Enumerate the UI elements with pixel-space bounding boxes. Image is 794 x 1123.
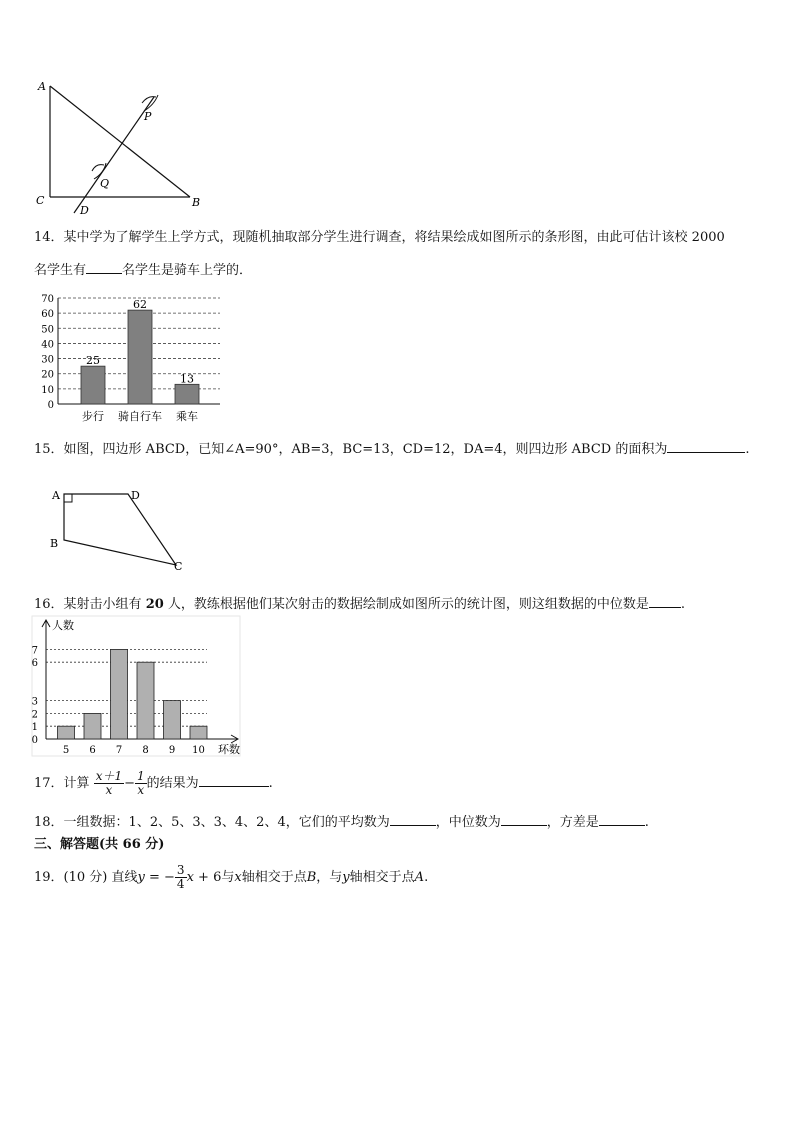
x-tick-label: 6 — [89, 745, 96, 756]
fraction-numerator: 3 — [176, 863, 185, 877]
question-18-text-b: ，中位数为 — [435, 815, 501, 830]
x-category-label: 乘车 — [176, 410, 198, 423]
fraction-1-denominator: x — [105, 783, 113, 797]
var-x-axis: x — [234, 870, 242, 885]
fraction-2 — [135, 770, 147, 797]
question-17-end: . — [268, 776, 273, 791]
y-tick-label: 0 — [47, 400, 54, 411]
bar — [164, 701, 181, 739]
label-C: C — [174, 560, 183, 573]
equals-minus: = − — [144, 870, 175, 885]
bar — [190, 726, 207, 739]
y-tick-label: 30 — [41, 354, 54, 366]
x-axis-label: 环数 — [218, 743, 240, 756]
data-label: 25 — [86, 354, 100, 368]
plus-six: + 6 — [193, 870, 222, 885]
var-x: x — [186, 870, 194, 885]
fraction-3-4 — [175, 864, 187, 891]
y-tick-label: 6 — [31, 658, 38, 670]
x-tick-label: 7 — [115, 745, 123, 756]
label-Q: Q — [100, 177, 110, 190]
fraction-1 — [94, 770, 124, 797]
quadrilateral-ABCD — [64, 494, 176, 565]
label-C: C — [36, 194, 45, 207]
y-tick-label: 2 — [31, 709, 38, 721]
answer-blank-18-mean — [390, 811, 436, 826]
question-19 — [34, 860, 428, 896]
bar — [137, 662, 154, 739]
y-tick-label: 40 — [41, 339, 54, 351]
x-tick-label: 9 — [168, 745, 176, 756]
y-tick-label: 70 — [41, 294, 54, 305]
question-18-end: . — [644, 815, 649, 830]
point-A: A — [414, 870, 425, 885]
bar — [84, 713, 101, 739]
origin-label: 0 — [31, 735, 38, 746]
fraction-denominator: 4 — [176, 877, 185, 891]
geometry-figure-13 — [30, 75, 220, 220]
x-category-label: 骑自行车 — [118, 410, 162, 423]
question-15-end: . — [745, 442, 750, 457]
x-category-label: 步行 — [82, 410, 104, 423]
bar-chart-travel-mode — [30, 290, 230, 425]
answer-blank-18-median — [501, 811, 547, 826]
section-3-title: 三、解答题(共 66 分) — [34, 837, 165, 852]
question-17-suffix: 的结果为 — [146, 776, 199, 791]
data-label: 13 — [180, 372, 194, 386]
y-tick-label: 50 — [41, 324, 54, 336]
point-B: B — [306, 870, 317, 885]
text-axis-intersect-2: 轴相交于点 — [349, 870, 415, 885]
minus-sign: − — [124, 776, 135, 791]
text-and: ，与 — [316, 870, 343, 885]
answer-blank-18-variance — [599, 811, 645, 826]
label-D: D — [131, 489, 140, 502]
bar — [175, 384, 199, 404]
bar — [128, 310, 152, 404]
bar-chart-shooting-scores — [30, 614, 245, 759]
question-18-text-c: ，方差是 — [546, 815, 599, 830]
y-tick-label: 7 — [31, 645, 38, 657]
bar — [58, 726, 75, 739]
question-14-line1: 14．某中学为了解学生上学方式，现随机抽取部分学生进行调查，将结果绘成如图所示的条形图，由此可估计该校 2000 — [34, 230, 725, 245]
y-tick-label: 20 — [41, 369, 54, 381]
label-D: D — [80, 204, 89, 217]
question-17 — [34, 766, 273, 802]
fraction-1-numerator: x＋1 — [95, 769, 123, 783]
question-18-text-a: 18．一组数据：1、2、5、3、3、4、2、4，它们的平均数为 — [34, 815, 390, 830]
label-B: B — [50, 537, 59, 550]
question-16 — [34, 593, 685, 614]
label-B: B — [192, 196, 201, 209]
var-y: y — [137, 870, 145, 885]
answer-blank-14 — [86, 259, 122, 274]
question-19-prefix: 19．(10 分) 直线 — [34, 870, 138, 885]
y-axis-label: 人数 — [52, 619, 74, 632]
quadrilateral-figure — [44, 482, 194, 577]
label-A: A — [38, 80, 46, 93]
answer-blank-16 — [649, 593, 681, 608]
question-14-line2 — [34, 259, 252, 280]
question-16-text-a: 16．某射击小组有 — [34, 597, 146, 612]
question-18 — [34, 811, 649, 832]
x-tick-label: 5 — [62, 745, 70, 756]
right-angle-mark — [64, 494, 72, 502]
y-tick-label: 60 — [41, 309, 54, 321]
label-A: A — [52, 489, 60, 502]
question-16-end: . — [680, 597, 686, 612]
fraction-2-numerator: 1 — [137, 769, 145, 783]
var-y-axis: y — [342, 870, 350, 885]
fraction-2-denominator: x — [137, 783, 145, 797]
y-tick-label: 1 — [31, 722, 38, 734]
question-15-text: 15．如图，四边形 ABCD，已知∠A=90°，AB=3，BC=13，CD=12，DA=4，则四边形 ABCD 的面积为 — [34, 442, 668, 457]
bar — [81, 366, 105, 404]
answer-blank-17 — [199, 772, 269, 787]
question-16-text-b: 人，教练根据他们某次射击的数据绘制成如图所示的统计图，则这组数据的中位数是 — [163, 597, 649, 612]
question-19-end: . — [424, 870, 429, 885]
text-with: 与 — [221, 870, 235, 885]
text-axis-intersect: 轴相交于点 — [241, 870, 307, 885]
x-tick-label: 10 — [192, 745, 205, 756]
question-14-text-b: 名学生是骑车上学的． — [122, 263, 253, 278]
segment-AB — [50, 86, 190, 197]
y-tick-label: 3 — [31, 696, 38, 708]
question-15 — [34, 438, 749, 459]
answer-blank-15 — [667, 438, 745, 453]
label-P: P — [144, 110, 152, 123]
x-tick-label: 8 — [142, 745, 149, 756]
data-label: 62 — [133, 298, 147, 312]
question-17-prefix: 17．计算 — [34, 776, 90, 791]
y-tick-label: 10 — [41, 384, 54, 396]
question-16-count: 20 — [145, 597, 164, 612]
bar — [111, 649, 128, 739]
question-14-text-a: 名学生有 — [34, 263, 87, 278]
